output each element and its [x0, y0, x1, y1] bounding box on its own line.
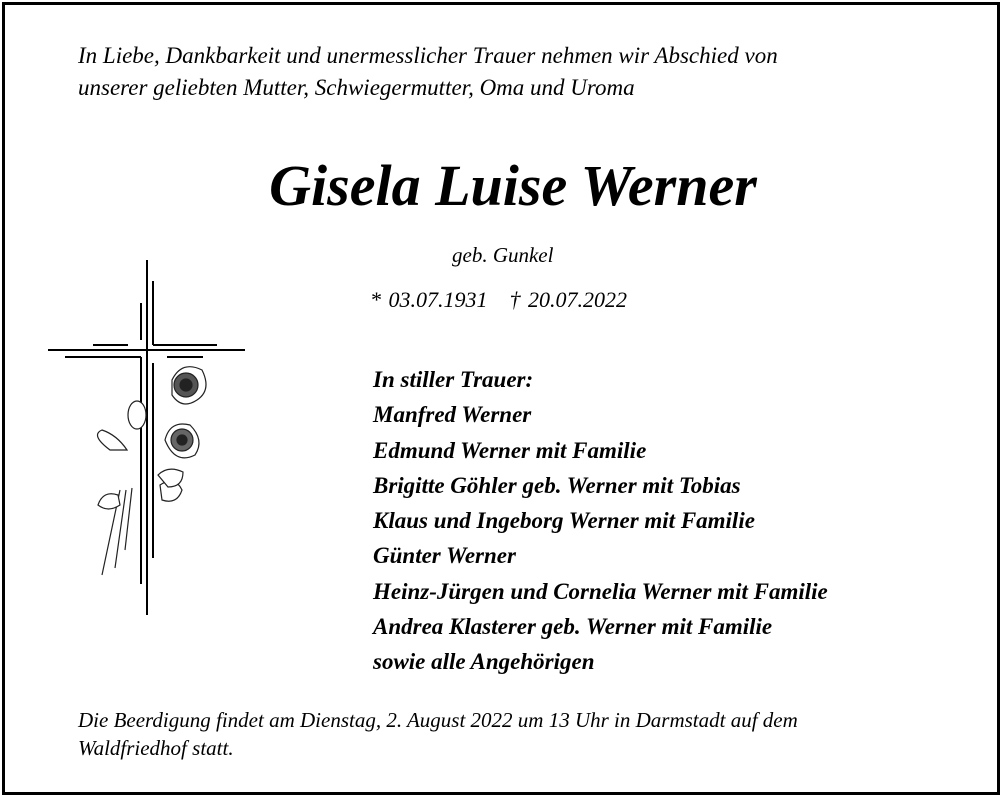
intro-line: unserer geliebten Mutter, Schwiegermutter, Oma und Uroma	[78, 75, 635, 100]
cross-with-roses-icon	[40, 250, 260, 630]
mourner-item: Klaus und Ingeborg Werner mit Familie	[373, 508, 755, 534]
mourners-heading: In stiller Trauer:	[373, 367, 534, 392]
deceased-name: Gisela Luise Werner	[269, 153, 757, 218]
mourner-item: Brigitte Göhler geb. Werner mit Tobias	[373, 472, 741, 498]
intro-text	[78, 40, 778, 104]
mourners-list	[373, 362, 828, 680]
mourner-item: sowie alle Angehörigen	[373, 649, 595, 675]
funeral-info	[78, 706, 798, 762]
mourner-item: Manfred Werner	[373, 402, 532, 428]
death-date: † 20.07.2022	[509, 287, 627, 312]
life-dates	[370, 287, 649, 313]
funeral-line: Waldfriedhof statt.	[78, 736, 234, 760]
mourner-item: Günter Werner	[373, 543, 516, 569]
mourner-item: Edmund Werner mit Familie	[373, 437, 647, 463]
mourner-item: Andrea Klasterer geb. Werner mit Familie	[373, 614, 773, 640]
mourner-item: Heinz-Jürgen und Cornelia Werner mit Familie	[373, 578, 828, 604]
birth-date: * 03.07.1931	[370, 287, 488, 312]
funeral-line: Die Beerdigung findet am Dienstag, 2. August 2022 um 13 Uhr in Darmstadt auf dem	[78, 708, 798, 732]
birth-name: geb. Gunkel	[452, 243, 554, 267]
intro-line: In Liebe, Dankbarkeit und unermesslicher Trauer nehmen wir Abschied von	[78, 43, 778, 68]
